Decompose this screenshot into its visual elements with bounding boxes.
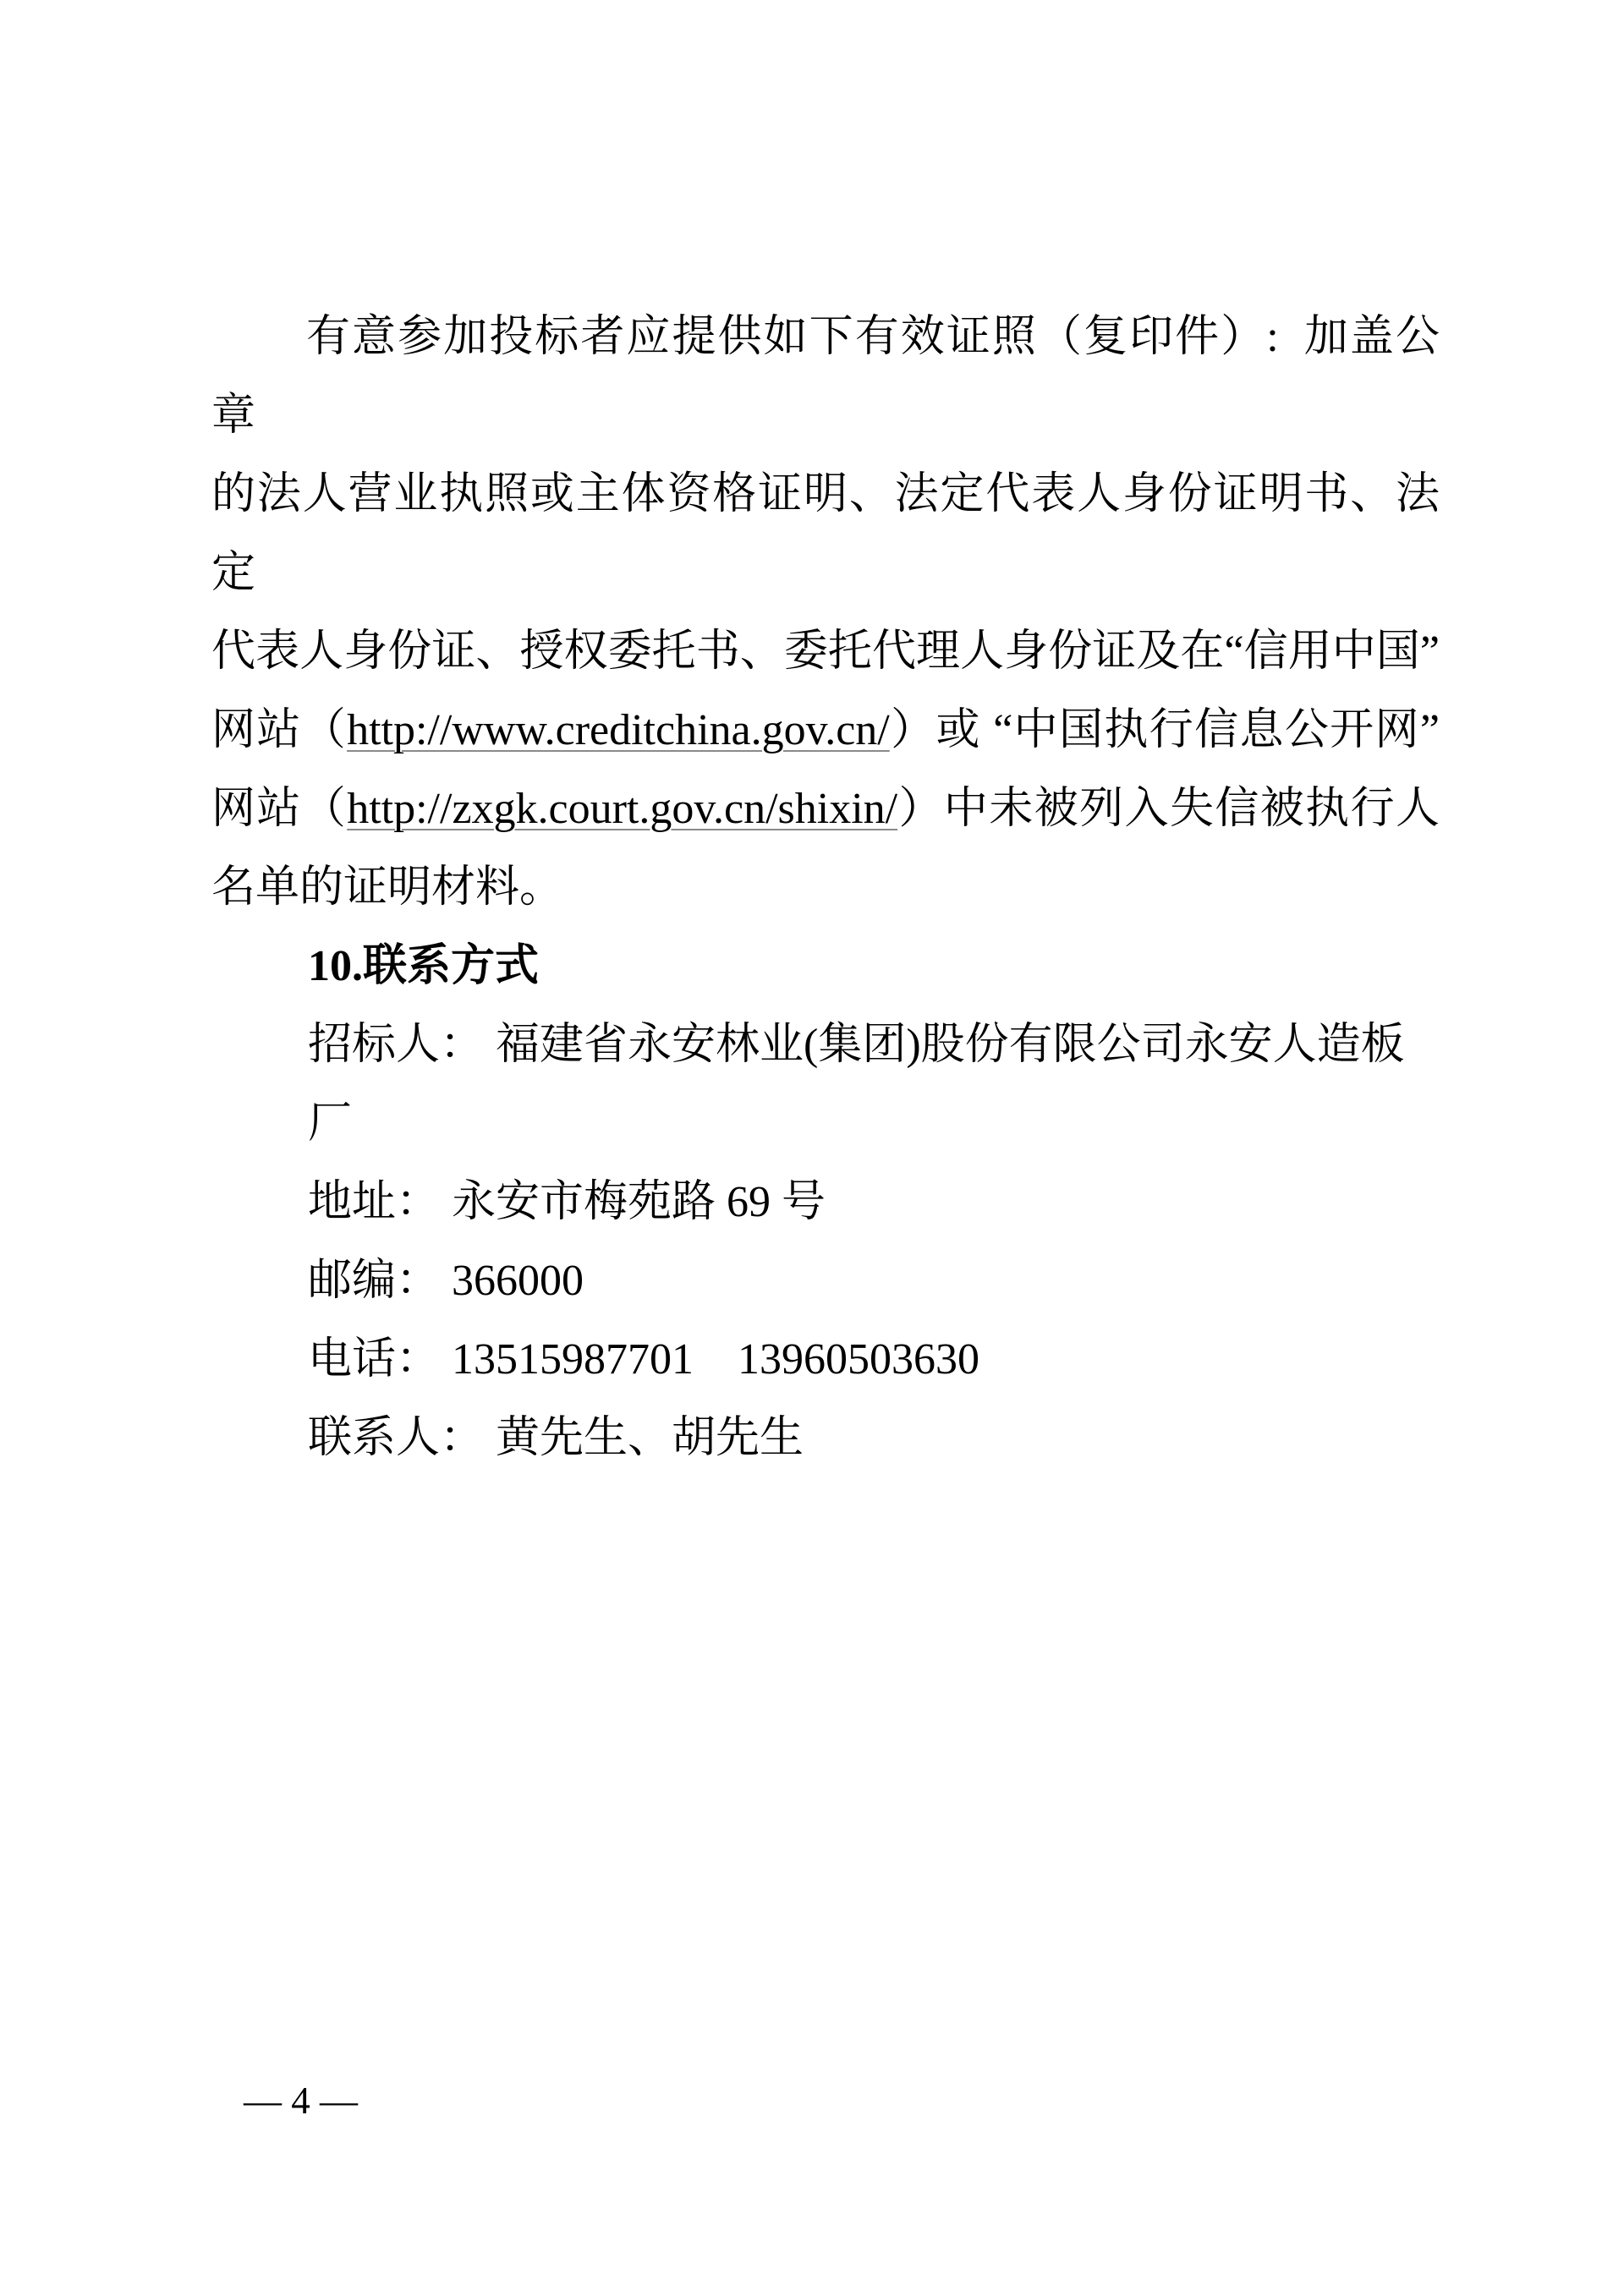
- body-line-6: 名单的证明材料。: [211, 863, 564, 912]
- body-line-5-prefix: 网站（: [211, 785, 348, 833]
- contact-row-postcode: [211, 1241, 1440, 1320]
- body-line-2: 的法人营业执照或主体资格证明、法定代表人身份证明书、法定: [211, 470, 1440, 597]
- contact-row-phone: [211, 1320, 1440, 1399]
- contact-row-person: [211, 1399, 1440, 1477]
- body-line-4: [211, 691, 1440, 770]
- body-line-4-suffix: ）或 “中国执行信息公开网”: [889, 706, 1440, 754]
- notice-body: [211, 298, 1440, 1477]
- body-line-5-suffix: ）中未被列入失信被执行人: [897, 785, 1440, 833]
- body-line-5: [211, 770, 1440, 848]
- contact-person-value: 黄先生、胡先生: [496, 1414, 804, 1462]
- body-line-1: 有意参加投标者应提供如下有效证照（复印件）: 加盖公章: [211, 313, 1440, 440]
- bidder-value: 福建省永安林业(集团)股份有限公司永安人造板厂: [308, 1021, 1405, 1148]
- postcode-label: 邮编：: [308, 1257, 441, 1305]
- postcode-value: 366000: [452, 1257, 584, 1305]
- contact-person-label: 联系人：: [308, 1414, 485, 1462]
- contact-row-bidder: [211, 1006, 1440, 1163]
- address-label: 地址：: [308, 1178, 441, 1226]
- creditchina-url-link[interactable]: http://www.creditchina.gov.cn/: [347, 706, 890, 754]
- phone-label: 电话：: [308, 1335, 441, 1384]
- body-line-3: 代表人身份证、授权委托书、委托代理人身份证及在“信用中国”: [211, 627, 1440, 676]
- bidder-label: 招标人：: [308, 1021, 485, 1069]
- phone-value: 13515987701 13960503630: [452, 1335, 980, 1384]
- body-line-4-prefix: 网站（: [211, 706, 348, 754]
- address-value: 永安市梅苑路 69 号: [452, 1178, 826, 1226]
- zxgk-court-url-link[interactable]: http://zxgk.court.gov.cn/shixin/: [347, 785, 898, 833]
- contact-row-address: [211, 1163, 1440, 1241]
- page-number: — 4 —: [244, 2080, 358, 2122]
- section-10-heading: 10.联系方式: [308, 942, 540, 990]
